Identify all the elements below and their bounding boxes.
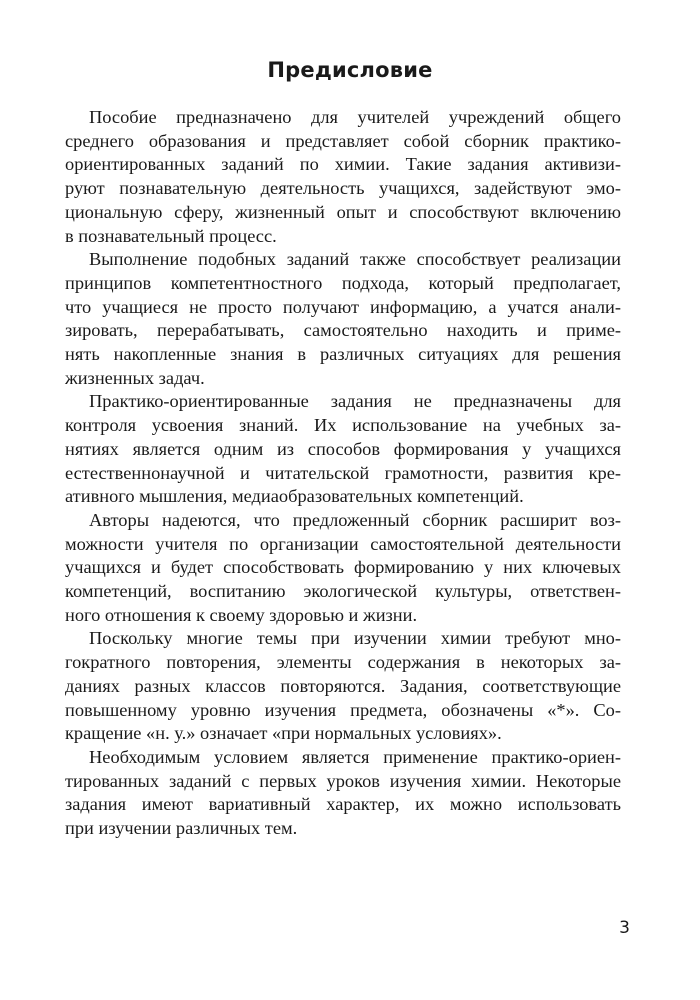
paragraph-line: задания имеют вариативный характер, их можно использовать — [65, 794, 621, 815]
paragraph-line: даниях разных классов повторяются. Задания, соответствующие — [65, 675, 621, 696]
paragraph-line: ативного мышления, медиаобразовательных компетенций. — [65, 486, 524, 507]
paragraph-line: Необходимым условием является применение практико-ориен- — [89, 746, 621, 767]
paragraph-line: кращение «н. у.» означает «при нормальных условиях». — [65, 723, 502, 744]
paragraph-line: учащихся и будет способствовать формированию у них ключевых — [65, 557, 621, 578]
paragraph-3 — [65, 390, 621, 509]
paragraph-line: тированных заданий с первых уроков изучения химии. Некоторые — [65, 770, 621, 791]
paragraph-line: принципов компетентностного подхода, который предполагает, — [65, 272, 621, 293]
paragraph-line: при изучении различных тем. — [65, 818, 298, 839]
paragraph-6 — [65, 746, 621, 841]
paragraph-line: Практико-ориентированные задания не предназначены для — [89, 391, 621, 412]
paragraph-line: повышенному уровню изучения предмета, обозначены «*». Со- — [65, 699, 621, 720]
paragraph-line: руют познавательную деятельность учащихся, задействуют эмо- — [65, 178, 621, 199]
paragraph-4 — [65, 509, 621, 628]
paragraph-line: компетенций, воспитанию экологической культуры, ответствен- — [65, 581, 621, 602]
paragraph-line: в познавательный процесс. — [65, 225, 277, 246]
body-text — [65, 106, 621, 841]
paragraph-line: естественнонаучной и читательской грамотности, развития кре- — [65, 462, 621, 483]
paragraph-line: зировать, перерабатывать, самостоятельно находить и приме- — [65, 320, 621, 341]
paragraph-line: Поскольку многие темы при изучении химии требуют мно- — [89, 628, 621, 649]
paragraph-line: нять накопленные знания в различных ситуациях для решения — [65, 344, 621, 365]
paragraph-line: ориентированных заданий по химии. Такие задания активизи- — [65, 154, 621, 175]
paragraph-line: Авторы надеются, что предложенный сборник расширит воз- — [89, 509, 621, 530]
paragraph-line: Пособие предназначено для учителей учреждений общего — [89, 107, 621, 127]
paragraph-line: гократного повторения, элементы содержания в некоторых за- — [65, 652, 621, 673]
paragraph-line: можности учителя по организации самостоятельной деятельности — [65, 533, 621, 554]
page-number: 3 — [619, 918, 630, 938]
paragraph-line: Выполнение подобных заданий также способствует реализации — [89, 249, 621, 270]
paragraph-line: контроля усвоения знаний. Их использование на учебных за- — [65, 415, 621, 436]
paragraph-line: ного отношения к своему здоровью и жизни. — [65, 604, 418, 625]
paragraph-5 — [65, 627, 621, 746]
paragraph-line: жизненных задач. — [65, 367, 205, 388]
paragraph-line: циональную сферу, жизненный опыт и способствуют включению — [65, 201, 621, 222]
paragraph-2 — [65, 248, 621, 390]
paragraph-line: что учащиеся не просто получают информацию, а учатся анали- — [65, 296, 621, 317]
paragraph-1 — [65, 106, 621, 248]
paragraph-line: нятиях является одним из способов формирования у учащихся — [65, 438, 621, 459]
page-title: Предисловие — [267, 58, 433, 82]
paragraph-line: среднего образования и представляет собой сборник практико- — [65, 130, 621, 151]
